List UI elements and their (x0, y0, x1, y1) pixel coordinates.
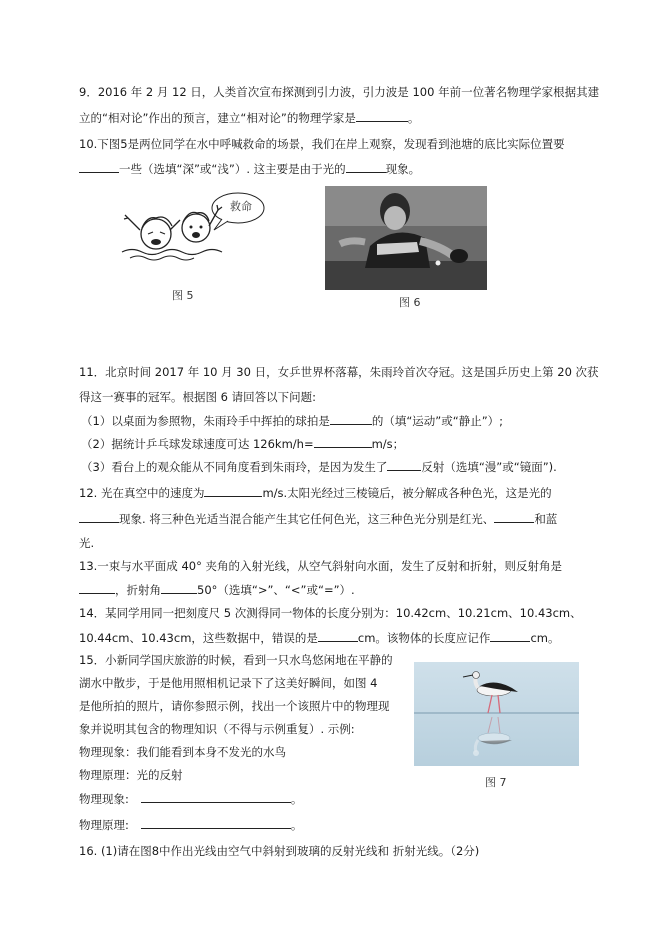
q13-line-2: ，折射角 50°（选填“>”、“<”或“=”）. (79, 581, 355, 598)
figure-6-photo (325, 186, 487, 290)
q9-line-2: 立的“相对论”作出的预言，建立“相对论”的物理学家是 。 (79, 111, 420, 125)
q12-line-1: 12. 光在真空中的速度为 m/s.太阳光经过三棱镜后，被分解成各种色光，这是光的 (79, 486, 552, 500)
answer-blank[interactable] (79, 581, 115, 594)
q15-example-principle: 物理原理：光的反射 (79, 768, 183, 782)
answer-blank[interactable] (314, 435, 372, 448)
q15-principle-answer: 物理原理: 。 (79, 818, 303, 832)
q15-line-2: 湖水中散步，于是他用照相机记录下了这美好瞬间，如图 4 (79, 676, 378, 690)
q12-line-3: 光. (79, 536, 95, 550)
q11-line-1: 11．北京时间 2017 年 10 月 30 日，女乒世界杯落幕，朱雨玲首次夺冠。这是国乒历史上第 20 次获 (79, 365, 599, 379)
q16-line-1: 16. (1)请在图8中作出光线由空气中斜射到玻璃的反射光线和 折射光线。（2分) (79, 844, 480, 858)
q12-line-2: 现象. 将三种色光适当混合能产生其它任何色光，这三种色光分别是红光、 和蓝 (79, 510, 557, 527)
answer-blank[interactable] (346, 160, 386, 173)
answer-blank[interactable] (387, 458, 421, 471)
q11-sub-3: （3）看台上的观众能从不同角度看到朱雨玲，是因为发生了 反射（选填“漫”或“镜面”). (81, 460, 557, 474)
fig6-caption: 图 6 (399, 296, 421, 309)
answer-blank[interactable] (490, 629, 530, 642)
q11-sub-2: （2）据统计乒乓球发球速度可达 126km/h= m/s； (81, 437, 405, 451)
q14-line-2: 10.44cm、10.43cm，这些数据中，错误的是 cm。该物体的长度应记作 cm。 (79, 631, 560, 645)
q11-line-2: 得这一赛事的冠军。根据图 6 请回答以下问题: (79, 390, 316, 404)
answer-blank[interactable] (356, 109, 408, 122)
q13-line-1: 13.一束与水平面成 40° 夹角的入射光线，从空气斜射向水面，发生了反射和折射，则反射角是 (79, 559, 562, 573)
answer-blank[interactable] (161, 581, 197, 594)
q10-line-1: 10.下图5是两位同学在水中呼喊救命的场景，我们在岸上观察，发现看到池塘的底比实际位置要 (79, 137, 565, 151)
figure-7-bird-photo (414, 662, 579, 766)
answer-blank[interactable] (79, 160, 119, 173)
answer-blank[interactable] (204, 484, 262, 497)
q15-example-phenomenon: 物理现象：我们能看到本身不发光的水鸟 (79, 745, 286, 759)
answer-blank[interactable] (330, 412, 372, 425)
q14-line-1: 14．某同学用同一把刻度尺 5 次测得同一物体的长度分别为：10.42cm、10.21cm、10.43cm、 (79, 606, 582, 620)
q15-line-3: 是他所拍的照片，请你参照示例，找出一个该照片中的物理现 (79, 699, 390, 713)
answer-blank[interactable] (141, 790, 291, 803)
fig7-caption: 图 7 (485, 776, 507, 789)
answer-blank[interactable] (141, 816, 291, 829)
q11-sub-1: （1）以桌面为参照物，朱雨玲手中挥拍的球拍是 的（填“运动”或“静止”）; (81, 414, 504, 428)
q10-line-2: 一些（选填“深”或“浅”）. 这主要是由于光的 现象。 (79, 160, 420, 177)
answer-blank[interactable] (79, 510, 119, 523)
q15-line-1: 15．小新同学国庆旅游的时候，看到一只水鸟悠闲地在平静的 (79, 653, 393, 667)
fig5-speech-bubble: 救命 (230, 200, 252, 213)
answer-blank[interactable] (318, 629, 358, 642)
q9-line-1: 9．2016 年 2 月 12 日，人类首次宣布探测到引力波，引力波是 100 年前一位著名物理学家根据其建 (79, 85, 600, 99)
q15-line-4: 象并说明其包含的物理知识（不得与示例重复）. 示例: (79, 722, 355, 736)
q15-phenomenon-answer: 物理现象: 。 (79, 792, 303, 806)
fig5-caption: 图 5 (172, 289, 194, 302)
answer-blank[interactable] (494, 510, 534, 523)
